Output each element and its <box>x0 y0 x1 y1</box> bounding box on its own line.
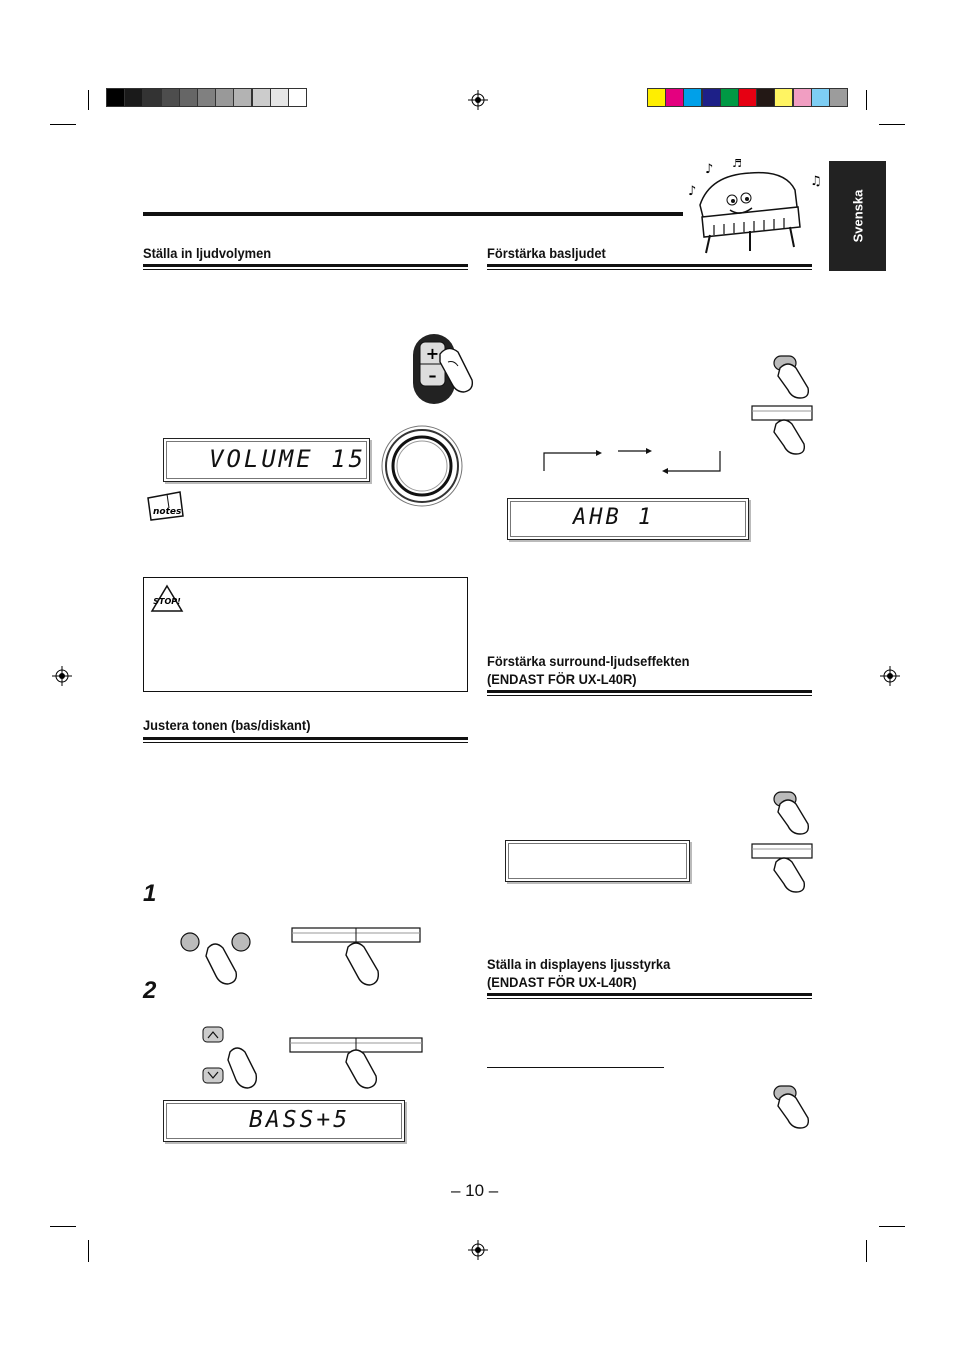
volume-heading-rule <box>143 264 468 267</box>
volume-knob <box>378 423 468 513</box>
step-number-1: 1 <box>143 880 157 907</box>
svg-text:notes: notes <box>153 507 182 517</box>
svg-text:–: – <box>428 366 437 385</box>
calibration-swatch <box>270 88 289 107</box>
crop-mark <box>50 124 76 125</box>
tone-select-remote-buttons <box>178 928 258 988</box>
crop-mark <box>50 1226 76 1227</box>
calibration-swatch <box>124 88 143 107</box>
tone-heading-rule <box>143 737 468 740</box>
svg-text:♬: ♬ <box>732 157 742 170</box>
bass-remote-button <box>768 350 816 398</box>
step-number-2: 2 <box>143 977 157 1004</box>
dimmer-heading-rule <box>487 993 812 996</box>
calibration-swatch <box>774 88 793 107</box>
calibration-swatch <box>793 88 812 107</box>
calibration-swatch <box>829 88 848 107</box>
calibration-swatch <box>142 88 161 107</box>
piano-mascot-illustration <box>680 155 825 260</box>
calibration-swatch <box>811 88 830 107</box>
surround-unit-bar <box>750 842 814 892</box>
crop-mark <box>879 124 905 125</box>
volume-display <box>163 438 370 482</box>
calibration-swatch <box>106 88 125 107</box>
surround-heading-rule <box>487 690 812 693</box>
bass-display-text: AHB 1 <box>573 505 655 530</box>
crop-mark <box>88 1240 89 1262</box>
svg-text:STOP!: STOP! <box>153 597 181 606</box>
dimmer-heading-line1: Ställa in displayens ljusstyrka <box>487 956 671 972</box>
crop-mark <box>88 90 89 110</box>
calibration-swatch <box>720 88 739 107</box>
tone-heading: Justera tonen (bas/diskant) <box>143 717 311 733</box>
tone-adjust-unit-bar <box>288 1030 424 1090</box>
crop-mark <box>879 1226 905 1227</box>
crosshair-registration-icon <box>880 666 900 686</box>
tone-display <box>163 1100 405 1142</box>
page-number: – 10 – <box>451 1181 499 1200</box>
svg-text:♪: ♪ <box>705 162 714 177</box>
bass-heading-rule <box>487 264 812 267</box>
svg-text:♪: ♪ <box>688 184 697 199</box>
calibration-swatch <box>233 88 252 107</box>
surround-remote-button <box>768 786 816 834</box>
crop-mark <box>866 1240 867 1262</box>
notes-icon <box>145 490 187 522</box>
calibration-swatch <box>215 88 234 107</box>
surround-heading-line2: (ENDAST FÖR UX-L40R) <box>487 671 637 687</box>
bass-heading-rule-thin <box>487 269 812 270</box>
crosshair-registration-icon <box>52 666 72 686</box>
tone-adjust-remote-buttons <box>200 1024 270 1094</box>
dimmer-heading-line2: (ENDAST FÖR UX-L40R) <box>487 974 637 990</box>
tone-select-unit-bar <box>290 925 422 990</box>
calibration-swatch <box>665 88 684 107</box>
calibration-swatch <box>738 88 757 107</box>
dimmer-heading-rule-thin <box>487 998 812 999</box>
crosshair-registration-icon <box>468 1240 488 1260</box>
bass-cycle-diagram <box>540 445 725 475</box>
svg-text:+: + <box>425 344 440 363</box>
bass-unit-bar <box>750 404 814 454</box>
bass-display <box>507 498 749 540</box>
crop-mark <box>866 90 867 110</box>
calibration-swatch <box>252 88 271 107</box>
calibration-swatch <box>756 88 775 107</box>
calibration-swatch <box>288 88 307 107</box>
volume-heading: Ställa in ljudvolymen <box>143 245 272 261</box>
crosshair-registration-icon <box>468 90 488 110</box>
calibration-swatch <box>161 88 180 107</box>
calibration-swatch <box>197 88 216 107</box>
surround-heading-rule-thin <box>487 695 812 696</box>
calibration-swatch <box>647 88 666 107</box>
tone-display-text: BASS+5 <box>249 1107 351 1133</box>
language-tab-label: Svenska <box>850 189 865 243</box>
volume-heading-rule-thin <box>143 269 468 270</box>
svg-text:♫: ♫ <box>810 174 822 189</box>
dimmer-separator <box>487 1067 664 1068</box>
calibration-swatch <box>179 88 198 107</box>
bass-heading: Förstärka basljudet <box>487 245 606 261</box>
tone-heading-rule-thin <box>143 742 468 743</box>
volume-display-text: VOLUME 15 <box>209 445 367 473</box>
volume-plus-minus-remote-button <box>410 332 485 407</box>
calibration-swatch <box>702 88 721 107</box>
stop-warning-icon <box>150 584 184 614</box>
dimmer-remote-button <box>768 1080 816 1128</box>
calibration-swatch <box>683 88 702 107</box>
language-tab <box>829 161 886 271</box>
surround-display <box>505 840 690 882</box>
caution-box <box>143 577 468 692</box>
surround-heading-line1: Förstärka surround-ljudseffekten <box>487 653 690 669</box>
header-rule <box>143 212 683 216</box>
